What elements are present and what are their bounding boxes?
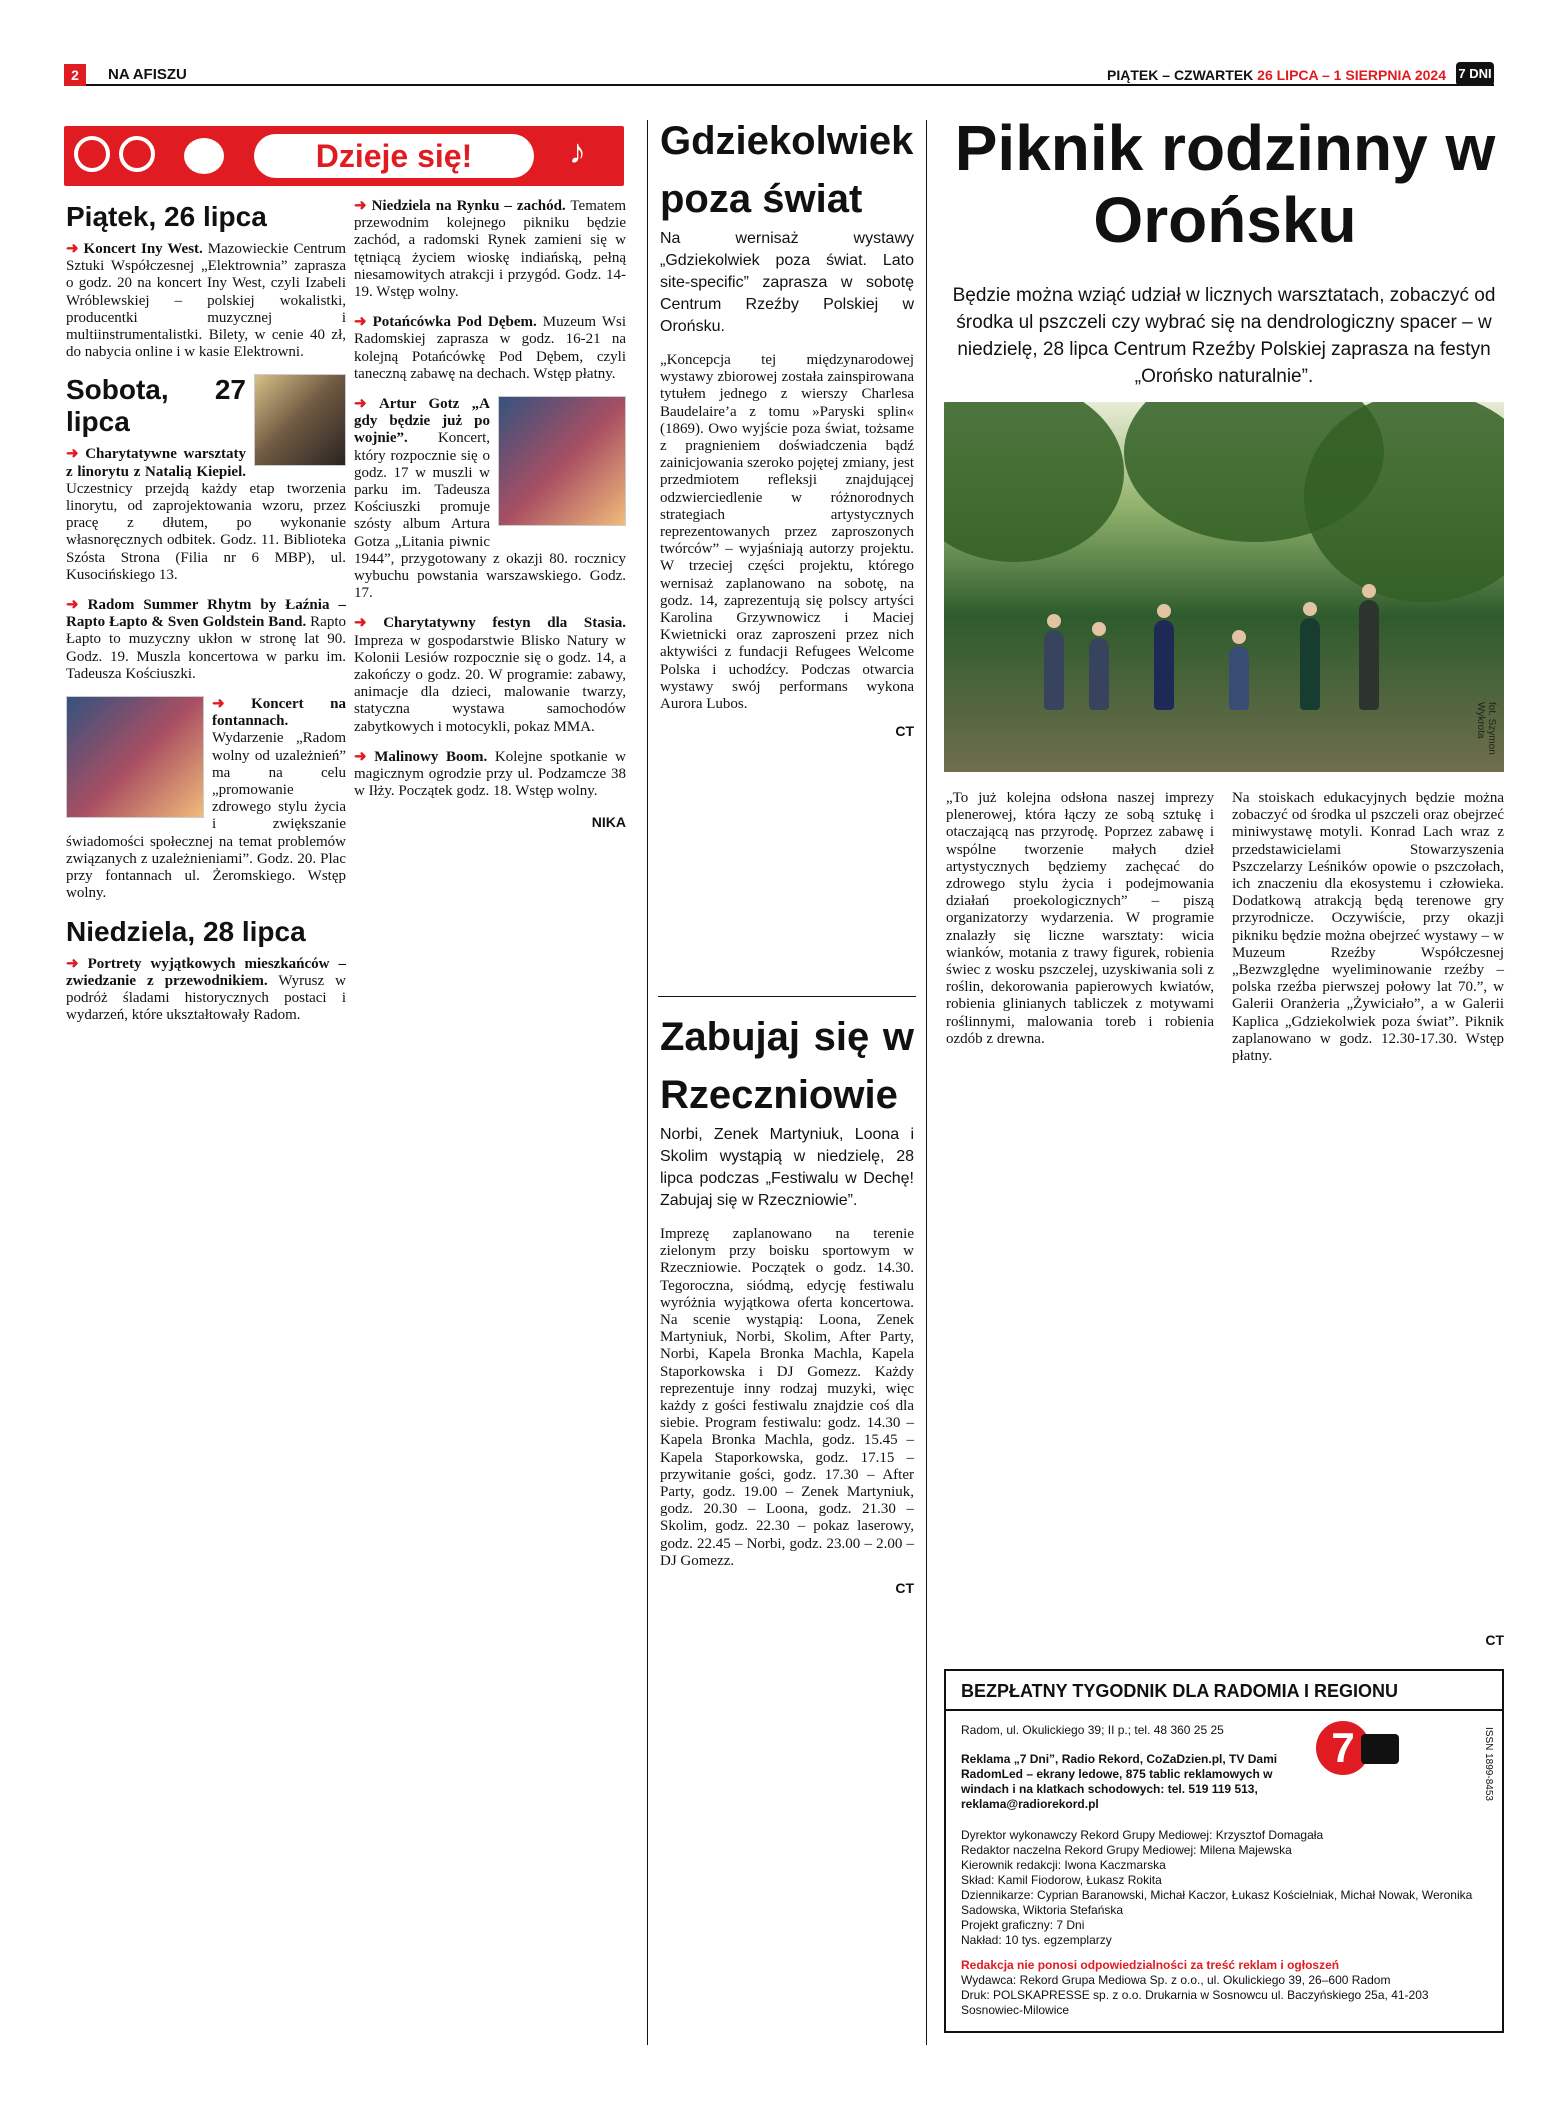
event-photo: [254, 374, 346, 466]
article-title: Zabujaj się w Rzeczniowie: [660, 1015, 914, 1117]
event-item: ➜ Koncert na fontannach. Wydarzenie „Radom wolny od uzależnień” ma na celu „promowanie zdrowego stylu życia i zwiększanie świadomości społecznej na temat problemów związanych z uzależnieniami”. Godz. 20. Plac przy fontannach ul. Żeromskiego. Wstęp wolny.: [66, 696, 346, 902]
picnic-column-right: Na stoiskach edukacyjnych będzie można zobaczyć od środka ul pszczeli oraz obejrzeć miniwystawę motyli. Konrad Lach wraz z przedstawicielami Stowarzyszenia Pszczelarzy Leśników opowie o pszczołach, ich znaczeniu dla ekosystemu i człowieka. Dodatkową atrakcją będą terenowe gry przyrodnicze. Oczywiście, przy okazji pikniku będzie można obejrzeć wystawy – w Muzeum Rzeźby Współczesnej „Bezwzględne wyeliminowanie rzeźby – polska rzeźba pierwszej połowy lat 70.”, w Galerii Oranżeria „Żywiciało”, a w Galerii Kaplica „Gdziekolwiek poza świat”. Piknik zaplanowano w godz. 12.30-17.30. Wstęp płatny.: [1232, 790, 1504, 1065]
event-item: ➜ Potańcówka Pod Dębem. Muzeum Wsi Radomskiej zaprasza w godz. 16-21 na kolejną Potańcówkę Pod Dębem, czyli taneczną zabawę na dechach. Wstęp płatny.: [354, 314, 627, 382]
article-divider: [658, 996, 916, 997]
issn: ISSN 1899-8453: [1483, 1727, 1494, 1801]
event-title: Charytatywne warsztaty z linorytu z Natalią Kiepiel.: [66, 446, 246, 480]
staff-line: Projekt graficzny: 7 Dni: [961, 1918, 1085, 1932]
event-item: ➜ Koncert Iny West. Mazowieckie Centrum Sztuki Współczesnej „Elektrownia” zaprasza o godz. 20 na koncert Iny West, czyli Izabeli Wróblewskiej – polskiej wokalistki, producentki muzycznej i multiinstrumentalistki. Bilety, w cenie 40 zł, do nabycia online i w kasie Elektrowni.: [66, 241, 346, 361]
person-shape: [1359, 600, 1379, 710]
event-text: Wydarzenie „Radom wolny od uzależnień” ma na celu „promowanie zdrowego stylu życia i zwiększanie świadomości społecznej na temat problemów związanych z uzależnieniami”. Godz. 20. Plac przy fontannach ul. Żeromskiego. Wstęp wolny.: [66, 730, 346, 902]
issue-date: [1107, 64, 1446, 86]
article-lead: Norbi, Zenek Martyniuk, Loona i Skolim wystąpią w niedzielę, 28 lipca podczas „Festiwalu w Dechę! Zabujaj się w Rzeczniowie”.: [660, 1126, 914, 1209]
article-zabujaj: [660, 1008, 914, 1596]
event-text: Wyrusz w podróż śladami historycznych postaci i wydarzeń, które ukształtowały Radom.: [66, 972, 346, 1024]
brand-logo-7-box: [1361, 1734, 1399, 1764]
author-signature: NIKA: [591, 813, 626, 830]
event-item: ➜ Portrety wyjątkowych mieszkańców – zwiedzanie z przewodnikiem. Wyrusz w podróż śladami historycznych postaci i wydarzeń, które ukształtowały Radom.: [66, 955, 347, 1024]
event-item: ➜ Malinowy Boom. Kolejne spotkanie w magicznym ogrodzie przy ul. Podzamcze 38 w Iłży. Początek godz. 18. Wstęp wolny.: [354, 748, 627, 800]
author-signature: CT: [895, 723, 914, 740]
event-title: Malinowy Boom.: [374, 748, 488, 765]
article-body: Imprezę zaplanowano na terenie zielonym przy boisku sportowym w Rzeczniowie. Początek o godz. 14.30. Tegoroczna, siódmą, edycję festiwalu wyróżnia wyjątkowa oferta koncertowa. Na scenie wystąpią: Loona, Zenek Martyniuk, Norbi, Skolim, After Party, Norbi, Kapela Bronka Machla, Kapela Staporkowska i DJ Gomezz. Każdy reprezentuje inny rodzaj muzyki, więc każdy z gości festiwalu znajdzie coś dla siebie. Program festiwalu: godz. 14.30 – Kapela Bronka Machla, godz. 15.45 – Kapela Staporkowska, godz. 17.15 – przywitanie gości, godz. 17.30 – After Party, godz. 19.00 – Zenek Martyniuk, godz. 20.30 – Loona, godz. 21.30 – Skolim, godz. 22.30 – pokaz laserowy, godz. 22.45 – Norbi, godz. 23.00 – 2.00 – DJ Gomezz.: [660, 1226, 914, 1569]
events-banner-title: Dzieje się!: [254, 134, 534, 178]
event-title: Niedziela na Rynku – zachód.: [371, 198, 566, 214]
music-note-icon: ♪: [569, 134, 586, 171]
concert-photo: [498, 396, 626, 526]
picnic-column-left: „To już kolejna odsłona naszej imprezy plenerowej, która łączy ze sobą sztukę i otaczającą nas przyrodę. Poprzez zabawę i wspólne tworzenie małych dzieł artystycznych będziemy zachęcać do zdrowego stylu życia i podejmowania działań proekologicznych” – piszą organizatorzy wydarzenia. W programie znalazły się liczne warsztaty: wicia wianków, motania z trawy figurek, robienia świec z wosku pszczelej, uzyskiwania soli z roślin, dekorowania papierowych kwiatów, robienia glinianych tabliczek z motywami roślinnymi, malowania toreb i robienia ozdób z drewna.: [946, 790, 1214, 1047]
event-text: Tematem przewodnim kolejnego pikniku będzie zachód, a radomski Rynek zamieni się w tętniącą życiem wioskę indiańską, pełną niesamowitych atrakcji i przygód. Godz. 14-19. Wstęp wolny.: [354, 198, 627, 301]
page-number: 2: [64, 64, 86, 86]
imprint-title: BEZPŁATNY TYGODNIK DLA RADOMIA I REGIONU: [946, 1681, 1502, 1711]
event-title: Radom Summer Rhytm by Łaźnia – Rapto Łapto & Sven Goldstein Band.: [66, 597, 346, 631]
event-text: Koncert, który rozpocznie się o godz. 17 w muszli w parku im. Tadeusza Kościuszki promuje szósty album Artura Gotza „Litania piwnic 1944”, przygotowany z okazji 80. rocznicy wybuchu powstania warszawskiego. Godz. 17.: [354, 430, 626, 602]
picnic-photo: [944, 402, 1504, 772]
person-shape: [1229, 646, 1249, 710]
event-title: Potańcówka Pod Dębem.: [372, 314, 537, 331]
event-photo: [66, 696, 204, 818]
staff-list: [961, 1828, 1487, 1948]
column-divider: [647, 120, 648, 2045]
day-heading: Piątek, 26 lipca: [66, 201, 267, 232]
main-article-lead: Będzie można wziąć udział w licznych warsztatach, zobaczyć od środka ul pszczeli czy wybrać się na dendrologiczny spacer – w niedzielę, 28 lipca Centrum Rzeźby Polskiej zaprasza na festyn „Orońsko naturalnie”.: [952, 285, 1496, 387]
article-lead: Na wernisaż wystawy „Gdziekolwiek poza świat. Lato site-specific” zaprasza w sobotę Centrum Rzeźby Polskiej w Orońsku.: [660, 230, 914, 335]
event-text: Impreza w gospodarstwie Blisko Natury w Kolonii Lesiów rozpocznie się o godz. 14, a zakończy o godz. 20. W programie: zabawy, animacje dla dzieci, malowanie twarzy, statyczna wystawa samochodów zabytkowych i motocykli, pokaz MMA.: [354, 632, 626, 735]
imprint-address: Radom, ul. Okulickiego 39; II p.; tel. 48 360 25 25: [961, 1723, 1224, 1737]
column-divider: [926, 120, 927, 2045]
author-signature: CT: [895, 1580, 914, 1597]
staff-line: Kierownik redakcji: Iwona Kaczmarska: [961, 1858, 1166, 1872]
tree-shape: [944, 402, 1124, 562]
weekday-range: PIĄTEK – CZWARTEK: [1107, 67, 1254, 83]
article-title: Gdziekolwiek poza świat: [660, 119, 914, 221]
tree-shape: [1304, 402, 1504, 602]
article-gdziekolwiek: [660, 112, 914, 739]
event-text: Uczestnicy przejdą każdy etap tworzenia linorytu, od zaprojektowania wzoru, przez pracę z dłutem, po wykonanie własnoręcznych odbitek. Godz. 11. Biblioteka Szósta Strona (Filia nr 6 MBP), ul. Kusocińskiego 13.: [66, 480, 346, 583]
article-body: „Koncepcja tej międzynarodowej wystawy zbiorowej została zainspirowana tytułem jednego z wierszy Charlesa Baudelaire’a z tomu »Paryski splin« (1869). Owo wyjście poza świat, tożsame z pragnieniem doświadczenia bądź zainicjowania szeroko pojętej zmiany, jest przedmiotem refleksji znajdującej odzwierciedlenie w różnorodnych strategiach artystycznych reprezentowanych przez zaproszonych twórców” – wyjaśniają autorzy projektu. W trzeciej części projektu, którego wernisaż zaplanowano na sobotę, na godz. 14, zaprezentują się polscy artyści Karolina Grzywnowicz i Maciej Kwietnicki oraz zaproszeni przez nich aktywiści z fundacji Refugees Welcome Polska i uchodźcy. Podczas otwarcia wystawy swój performans wykona Aurora Lubos.: [660, 352, 914, 713]
event-title: Artur Gotz „A gdy będzie już po wojnie”.: [354, 396, 491, 447]
date-range: 26 LIPCA – 1 SIERPNIA 2024: [1257, 67, 1446, 83]
event-title: Portrety wyjątkowych mieszkańców – zwiedzanie z przewodnikiem.: [66, 955, 347, 989]
imprint-printer: Druk: POLSKAPRESSE sp. z o.o. Drukarnia w Sosnowcu ul. Baczyńskiego 25a, 41-203 Sosnowiec-Milowice: [961, 1988, 1429, 2017]
events-column-middle: [354, 198, 626, 830]
events-banner: [64, 126, 624, 186]
event-text: Mazowieckie Centrum Sztuki Współczesnej „Elektrownia” zaprasza o godz. 20 na koncert Iny West, czyli Izabeli Wróblewskiej – polskiej wokalistki, producentki muzycznej i multiinstrumentalistki. Bilety, w cenie 40 zł, do nabycia online i w kasie Elektrowni.: [66, 241, 346, 361]
staff-line: Redaktor naczelna Rekord Grupy Mediowej: Milena Majewska: [961, 1843, 1292, 1857]
day-heading: Sobota, 27 lipca: [66, 374, 246, 438]
event-item: ➜ Radom Summer Rhytm by Łaźnia – Rapto Łapto & Sven Goldstein Band. Rapto Łapto to muzyczny ukłon w stronę lat 90. Godz. 19. Muszla koncertowa w parku im. Tadeusza Kościuszki.: [66, 597, 347, 682]
staff-line: Skład: Kamil Fiodorow, Łukasz Rokita: [961, 1873, 1162, 1887]
main-article-title: Piknik rodzinny w Orońsku: [954, 112, 1496, 256]
photo-credit: fot. Szymon Wykrota: [1475, 702, 1497, 755]
event-item: ➜ Artur Gotz „A gdy będzie już po wojnie”. Koncert, który rozpocznie się o godz. 17 w muszli w parku im. Tadeusza Kościuszki promuje szósty album Artura Gotza „Litania piwnic 1944”, przygotowany z okazji 80. rocznicy wybuchu powstania warszawskiego. Godz. 17.: [354, 396, 626, 602]
event-item: ➜ Niedziela na Rynku – zachód. Tematem przewodnim kolejnego pikniku będzie zachód, a radomski Rynek zamieni się w tętniącą życiem wioskę indiańską, pełną niesamowitych atrakcji i przygód. Godz. 14-19. Wstęp wolny.: [354, 198, 627, 301]
person-shape: [1300, 618, 1320, 710]
staff-line: Dyrektor wykonawczy Rekord Grupy Mediowej: Krzysztof Domagała: [961, 1828, 1324, 1842]
brand-logo-7: 7: [1316, 1721, 1370, 1775]
author-signature: CT: [1485, 1632, 1504, 1648]
section-label: NA AFISZU: [108, 66, 187, 83]
events-column-left: [66, 194, 346, 1037]
event-item: ➜ Charytatywny festyn dla Stasia. Impreza w gospodarstwie Blisko Natury w Kolonii Lesiów rozpocznie się o godz. 14, a zakończy o godz. 20. W programie: zabawy, animacje dla dzieci, malowanie twarzy, statyczna wystawa samochodów zabytkowych i motocykli, pokaz MMA.: [354, 615, 626, 735]
staff-line: Dziennikarze: Cyprian Baranowski, Michał Kaczor, Łukasz Kościelniak, Michał Nowak, Weronika Sadowska, Wiktoria Stefańska: [961, 1888, 1473, 1917]
palette-icon: [184, 138, 224, 174]
event-text: Rapto Łapto to muzyczny ukłon w stronę lat 90. Godz. 19. Muszla koncertowa w parku im. Tadeusza Kościuszki.: [66, 614, 347, 682]
staff-line: Nakład: 10 tys. egzemplarzy: [961, 1933, 1112, 1947]
theatre-mask-icon: [119, 136, 155, 172]
person-shape: [1044, 630, 1064, 710]
imprint-disclaimer: Redakcja nie ponosi odpowiedzialności za treść reklam i ogłoszeń: [961, 1958, 1340, 1972]
person-shape: [1089, 638, 1109, 710]
day-heading: Niedziela, 28 lipca: [66, 915, 306, 947]
imprint-publisher: Wydawca: Rekord Grupa Mediowa Sp. z o.o., ul. Okulickiego 39, 26–600 Radom: [961, 1973, 1391, 1987]
event-title: Koncert Iny West.: [83, 241, 203, 257]
imprint-box: [944, 1669, 1504, 2033]
event-text: Muzeum Wsi Radomskiej zaprasza w godz. 16-21 na kolejną Potańcówkę Pod Dębem, czyli taneczną zabawę na dechach. Wstęp płatny.: [354, 314, 627, 382]
person-shape: [1154, 620, 1174, 710]
brand-logo: 7 DNI: [1456, 62, 1494, 86]
imprint-ads: Reklama „7 Dni”, Radio Rekord, CoZaDzien.pl, TV Dami RadomLed – ekrany ledowe, 875 tablic reklamowych w windach i na klatkach schodowych: tel. 519 119 513, reklama@radiorekord.pl: [961, 1752, 1278, 1811]
event-item: ➜ Charytatywne warsztaty z linorytu z Natalią Kiepiel. Uczestnicy przejdą każdy etap tworzenia linorytu, od zaprojektowania wzoru, przez pracę z dłutem, po wykonanie własnoręcznych odbitek. Godz. 11. Biblioteka Szósta Strona (Filia nr 6 MBP), ul. Kusocińskiego 13.: [66, 446, 346, 583]
event-title: Koncert na fontannach.: [212, 696, 346, 730]
event-text: Kolejne spotkanie w magicznym ogrodzie przy ul. Podzamcze 38 w Iłży. Początek godz. 18. Wstęp wolny.: [354, 748, 627, 800]
theatre-mask-icon: [74, 136, 110, 172]
event-title: Charytatywny festyn dla Stasia.: [383, 615, 626, 632]
